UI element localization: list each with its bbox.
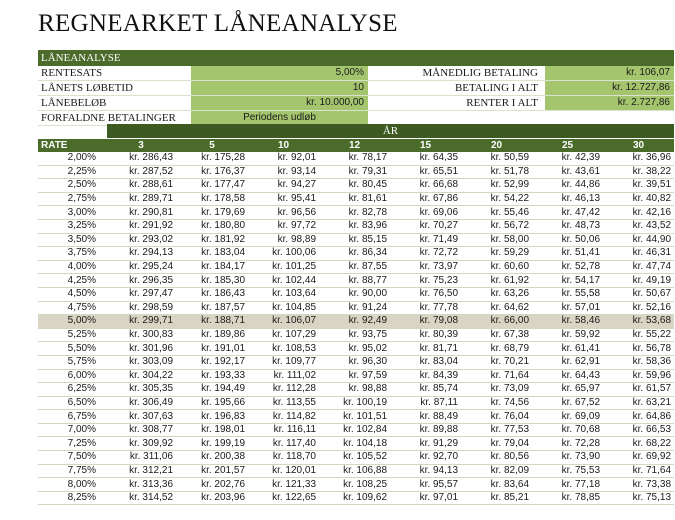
payment-cell[interactable]: kr. 178,58 bbox=[176, 192, 248, 206]
payment-cell[interactable]: kr. 69,92 bbox=[603, 451, 674, 465]
total-payment-cell[interactable]: kr. 12.727,86 bbox=[545, 81, 674, 95]
payment-cell[interactable]: kr. 84,39 bbox=[390, 369, 461, 383]
rate-cell[interactable]: 3,25% bbox=[38, 219, 106, 233]
payment-cell[interactable]: kr. 113,55 bbox=[248, 396, 319, 410]
loan-term-cell[interactable]: 10 bbox=[191, 81, 368, 95]
payment-cell[interactable]: kr. 308,77 bbox=[106, 423, 176, 437]
rate-cell[interactable]: 8,00% bbox=[38, 478, 106, 492]
payment-cell[interactable]: kr. 40,82 bbox=[603, 192, 674, 206]
payment-cell[interactable]: kr. 50,59 bbox=[461, 152, 532, 165]
rate-cell[interactable]: 6,75% bbox=[38, 410, 106, 424]
payment-cell[interactable]: kr. 49,19 bbox=[603, 274, 674, 288]
payment-cell[interactable]: kr. 304,22 bbox=[106, 369, 176, 383]
payment-cell[interactable]: kr. 91,29 bbox=[390, 437, 461, 451]
payment-cell[interactable]: kr. 85,74 bbox=[390, 383, 461, 397]
payment-cell[interactable]: kr. 194,49 bbox=[176, 383, 248, 397]
rate-cell[interactable]: 2,00% bbox=[38, 152, 106, 165]
payment-cell[interactable]: kr. 309,92 bbox=[106, 437, 176, 451]
payment-cell[interactable]: kr. 311,06 bbox=[106, 451, 176, 465]
payment-cell[interactable]: kr. 183,04 bbox=[176, 247, 248, 261]
payment-cell[interactable]: kr. 175,28 bbox=[176, 152, 248, 165]
payment-cell[interactable]: kr. 63,21 bbox=[603, 396, 674, 410]
payments-due-cell[interactable]: Periodens udløb bbox=[191, 111, 368, 125]
payment-cell[interactable]: kr. 52,78 bbox=[532, 260, 603, 274]
payment-cell[interactable]: kr. 46,31 bbox=[603, 247, 674, 261]
payment-cell[interactable]: kr. 80,45 bbox=[319, 179, 390, 193]
payment-cell[interactable]: kr. 301,96 bbox=[106, 342, 176, 356]
payment-cell[interactable]: kr. 186,43 bbox=[176, 287, 248, 301]
payment-cell[interactable]: kr. 58,46 bbox=[532, 315, 603, 329]
payment-cell[interactable]: kr. 79,04 bbox=[461, 437, 532, 451]
payment-cell[interactable]: kr. 198,01 bbox=[176, 423, 248, 437]
payment-cell[interactable]: kr. 70,27 bbox=[390, 219, 461, 233]
year-header: 5 bbox=[176, 139, 248, 152]
rate-cell[interactable]: 7,75% bbox=[38, 464, 106, 478]
payment-cell[interactable]: kr. 64,62 bbox=[461, 301, 532, 315]
payment-cell[interactable]: kr. 68,79 bbox=[461, 342, 532, 356]
payment-cell[interactable]: kr. 43,52 bbox=[603, 219, 674, 233]
table-row bbox=[38, 274, 674, 288]
payment-cell[interactable]: kr. 118,70 bbox=[248, 451, 319, 465]
payment-cell[interactable]: kr. 181,92 bbox=[176, 233, 248, 247]
payment-cell[interactable]: kr. 43,61 bbox=[532, 165, 603, 179]
payment-cell[interactable]: kr. 117,40 bbox=[248, 437, 319, 451]
payment-cell[interactable]: kr. 201,57 bbox=[176, 464, 248, 478]
payment-cell[interactable]: kr. 121,33 bbox=[248, 478, 319, 492]
payment-cell[interactable]: kr. 312,21 bbox=[106, 464, 176, 478]
payment-cell[interactable]: kr. 105,52 bbox=[319, 451, 390, 465]
table-row bbox=[38, 410, 674, 424]
payment-cell[interactable]: kr. 85,15 bbox=[319, 233, 390, 247]
table-row bbox=[38, 383, 674, 397]
payment-cell[interactable]: kr. 288,61 bbox=[106, 179, 176, 193]
rate-header: RATE bbox=[38, 139, 106, 152]
table-row bbox=[38, 423, 674, 437]
payment-cell[interactable]: kr. 81,71 bbox=[390, 342, 461, 356]
payment-cell[interactable]: kr. 62,91 bbox=[532, 355, 603, 369]
payment-cell[interactable]: kr. 50,06 bbox=[532, 233, 603, 247]
loan-amount-cell[interactable]: kr. 10.000,00 bbox=[191, 96, 368, 110]
param-row bbox=[38, 66, 674, 81]
payment-cell[interactable]: kr. 42,16 bbox=[603, 206, 674, 220]
rate-cell[interactable]: 7,25% bbox=[38, 437, 106, 451]
param-row bbox=[38, 81, 674, 96]
payment-cell[interactable]: kr. 73,90 bbox=[532, 451, 603, 465]
interest-rate-cell[interactable]: 5,00% bbox=[191, 66, 368, 80]
payment-cell[interactable]: kr. 97,72 bbox=[248, 219, 319, 233]
table-row bbox=[38, 287, 674, 301]
payment-cell[interactable]: kr. 56,72 bbox=[461, 219, 532, 233]
payment-cell[interactable]: kr. 185,30 bbox=[176, 274, 248, 288]
rate-cell[interactable]: 4,75% bbox=[38, 301, 106, 315]
payment-cell[interactable]: kr. 92,70 bbox=[390, 451, 461, 465]
payment-cell[interactable]: kr. 55,22 bbox=[603, 328, 674, 342]
rate-cell[interactable]: 4,25% bbox=[38, 274, 106, 288]
payment-cell[interactable]: kr. 199,19 bbox=[176, 437, 248, 451]
payment-cell[interactable]: kr. 66,00 bbox=[461, 315, 532, 329]
payment-cell[interactable]: kr. 54,22 bbox=[461, 192, 532, 206]
payment-cell[interactable]: kr. 314,52 bbox=[106, 491, 176, 505]
payment-cell[interactable]: kr. 286,43 bbox=[106, 152, 176, 165]
payment-cell[interactable]: kr. 65,97 bbox=[532, 383, 603, 397]
payment-cell[interactable]: kr. 300,83 bbox=[106, 328, 176, 342]
rate-cell[interactable]: 6,25% bbox=[38, 383, 106, 397]
payment-cell[interactable]: kr. 177,47 bbox=[176, 179, 248, 193]
payment-cell[interactable]: kr. 77,18 bbox=[532, 478, 603, 492]
payment-cell[interactable]: kr. 56,78 bbox=[603, 342, 674, 356]
payment-cell[interactable]: kr. 305,35 bbox=[106, 383, 176, 397]
year-header: 20 bbox=[461, 139, 532, 152]
rate-cell[interactable]: 2,25% bbox=[38, 165, 106, 179]
payment-cell[interactable]: kr. 93,75 bbox=[319, 328, 390, 342]
loan-parameters bbox=[38, 66, 674, 126]
payment-cell[interactable]: kr. 42,39 bbox=[532, 152, 603, 165]
payment-cell[interactable]: kr. 101,51 bbox=[319, 410, 390, 424]
payment-cell[interactable]: kr. 73,97 bbox=[390, 260, 461, 274]
payment-cell[interactable]: kr. 67,52 bbox=[532, 396, 603, 410]
payment-cell[interactable]: kr. 88,49 bbox=[390, 410, 461, 424]
payment-cell[interactable]: kr. 97,59 bbox=[319, 369, 390, 383]
payment-cell[interactable]: kr. 79,31 bbox=[319, 165, 390, 179]
payment-cell[interactable]: kr. 193,33 bbox=[176, 369, 248, 383]
rate-cell[interactable]: 3,50% bbox=[38, 233, 106, 247]
years-group-header: ÅR bbox=[107, 124, 674, 138]
param-label: LÅNEBELØB bbox=[41, 97, 107, 109]
table-row bbox=[38, 491, 674, 505]
payment-cell[interactable]: kr. 59,92 bbox=[532, 328, 603, 342]
payment-cell[interactable]: kr. 290,81 bbox=[106, 206, 176, 220]
payment-cell[interactable]: kr. 296,35 bbox=[106, 274, 176, 288]
year-header: 15 bbox=[390, 139, 461, 152]
payment-cell[interactable]: kr. 66,53 bbox=[603, 423, 674, 437]
table-row bbox=[38, 437, 674, 451]
payment-cell[interactable]: kr. 102,44 bbox=[248, 274, 319, 288]
payment-cell[interactable]: kr. 102,84 bbox=[319, 423, 390, 437]
payment-cell[interactable]: kr. 294,13 bbox=[106, 247, 176, 261]
payment-cell[interactable]: kr. 96,30 bbox=[319, 355, 390, 369]
payment-cell[interactable]: kr. 109,62 bbox=[319, 491, 390, 505]
payment-cell[interactable]: kr. 70,68 bbox=[532, 423, 603, 437]
payment-cell[interactable]: kr. 70,21 bbox=[461, 355, 532, 369]
rate-cell[interactable]: 7,50% bbox=[38, 451, 106, 465]
payment-cell[interactable]: kr. 64,86 bbox=[603, 410, 674, 424]
table-row bbox=[38, 206, 674, 220]
table-row bbox=[38, 464, 674, 478]
payment-cell[interactable]: kr. 87,55 bbox=[319, 260, 390, 274]
payment-cell[interactable]: kr. 307,63 bbox=[106, 410, 176, 424]
payment-cell[interactable]: kr. 202,76 bbox=[176, 478, 248, 492]
payment-cell[interactable]: kr. 61,57 bbox=[603, 383, 674, 397]
payment-cell[interactable]: kr. 44,86 bbox=[532, 179, 603, 193]
payment-cell[interactable]: kr. 69,06 bbox=[390, 206, 461, 220]
payment-cell[interactable]: kr. 78,85 bbox=[532, 491, 603, 505]
payment-cell[interactable]: kr. 184,17 bbox=[176, 260, 248, 274]
payment-cell[interactable]: kr. 104,85 bbox=[248, 301, 319, 315]
param-row bbox=[38, 96, 674, 111]
payment-cell[interactable]: kr. 80,39 bbox=[390, 328, 461, 342]
table-row bbox=[38, 233, 674, 247]
rate-cell[interactable]: 2,75% bbox=[38, 192, 106, 206]
payment-cell[interactable]: kr. 313,36 bbox=[106, 478, 176, 492]
payment-cell[interactable]: kr. 71,49 bbox=[390, 233, 461, 247]
payment-cell[interactable]: kr. 46,13 bbox=[532, 192, 603, 206]
payment-cell[interactable]: kr. 297,47 bbox=[106, 287, 176, 301]
table-row bbox=[38, 315, 674, 329]
payment-cell[interactable]: kr. 91,24 bbox=[319, 301, 390, 315]
payment-cell[interactable]: kr. 176,37 bbox=[176, 165, 248, 179]
payment-cell[interactable]: kr. 196,83 bbox=[176, 410, 248, 424]
payment-cell[interactable]: kr. 67,38 bbox=[461, 328, 532, 342]
payment-cell[interactable]: kr. 65,51 bbox=[390, 165, 461, 179]
payment-cell[interactable]: kr. 77,78 bbox=[390, 301, 461, 315]
table-row bbox=[38, 396, 674, 410]
table-row bbox=[38, 328, 674, 342]
payment-cell[interactable]: kr. 47,74 bbox=[603, 260, 674, 274]
payment-cell[interactable]: kr. 98,89 bbox=[248, 233, 319, 247]
payment-cell[interactable]: kr. 195,66 bbox=[176, 396, 248, 410]
payment-cell[interactable]: kr. 109,77 bbox=[248, 355, 319, 369]
payment-cell[interactable]: kr. 53,68 bbox=[603, 315, 674, 329]
payment-cell[interactable]: kr. 82,09 bbox=[461, 464, 532, 478]
payment-cell[interactable]: kr. 50,67 bbox=[603, 287, 674, 301]
payment-cell[interactable]: kr. 67,86 bbox=[390, 192, 461, 206]
table-row bbox=[38, 451, 674, 465]
payment-cell[interactable]: kr. 200,38 bbox=[176, 451, 248, 465]
table-row bbox=[38, 192, 674, 206]
payment-cell[interactable]: kr. 57,01 bbox=[532, 301, 603, 315]
param-label: FORFALDNE BETALINGER bbox=[41, 112, 176, 124]
payment-cell[interactable]: kr. 189,86 bbox=[176, 328, 248, 342]
table-row bbox=[38, 247, 674, 261]
payment-cell[interactable]: kr. 295,24 bbox=[106, 260, 176, 274]
payment-cell[interactable]: kr. 87,11 bbox=[390, 396, 461, 410]
payment-cell[interactable]: kr. 60,60 bbox=[461, 260, 532, 274]
payment-cell[interactable]: kr. 72,28 bbox=[532, 437, 603, 451]
rate-cell[interactable]: 3,00% bbox=[38, 206, 106, 220]
payment-cell[interactable]: kr. 47,42 bbox=[532, 206, 603, 220]
payment-cell[interactable]: kr. 187,57 bbox=[176, 301, 248, 315]
payment-cell[interactable]: kr. 77,53 bbox=[461, 423, 532, 437]
payment-cell[interactable]: kr. 58,36 bbox=[603, 355, 674, 369]
payment-cell[interactable]: kr. 74,56 bbox=[461, 396, 532, 410]
payment-cell[interactable]: kr. 39,51 bbox=[603, 179, 674, 193]
payment-cell[interactable]: kr. 179,69 bbox=[176, 206, 248, 220]
payment-cell[interactable]: kr. 73,09 bbox=[461, 383, 532, 397]
payment-cell[interactable]: kr. 61,41 bbox=[532, 342, 603, 356]
payment-cell[interactable]: kr. 59,29 bbox=[461, 247, 532, 261]
year-header: 25 bbox=[532, 139, 603, 152]
param-label: RENTESATS bbox=[41, 67, 103, 79]
param-label: BETALING I ALT bbox=[454, 82, 538, 94]
payment-cell[interactable]: kr. 75,13 bbox=[603, 491, 674, 505]
payment-cell[interactable]: kr. 38,22 bbox=[603, 165, 674, 179]
year-header: 12 bbox=[319, 139, 390, 152]
payment-cell[interactable]: kr. 59,96 bbox=[603, 369, 674, 383]
payment-cell[interactable]: kr. 120,01 bbox=[248, 464, 319, 478]
payment-cell[interactable]: kr. 55,46 bbox=[461, 206, 532, 220]
table-row bbox=[38, 301, 674, 315]
rate-cell[interactable]: 8,25% bbox=[38, 491, 106, 505]
payment-cell[interactable]: kr. 81,61 bbox=[319, 192, 390, 206]
payment-cell[interactable]: kr. 80,56 bbox=[461, 451, 532, 465]
payment-cell[interactable]: kr. 75,53 bbox=[532, 464, 603, 478]
rate-cell[interactable]: 5,75% bbox=[38, 355, 106, 369]
table-row bbox=[38, 369, 674, 383]
param-label: RENTER I ALT bbox=[466, 97, 538, 109]
year-header: 3 bbox=[106, 139, 176, 152]
payment-cell[interactable]: kr. 44,90 bbox=[603, 233, 674, 247]
payment-cell[interactable]: kr. 78,17 bbox=[319, 152, 390, 165]
payment-cell[interactable]: kr. 48,73 bbox=[532, 219, 603, 233]
payment-cell[interactable]: kr. 76,50 bbox=[390, 287, 461, 301]
rate-cell[interactable]: 6,00% bbox=[38, 369, 106, 383]
payment-cell[interactable]: kr. 51,41 bbox=[532, 247, 603, 261]
payment-cell[interactable]: kr. 79,08 bbox=[390, 315, 461, 329]
payment-cell[interactable]: kr. 90,00 bbox=[319, 287, 390, 301]
payment-cell[interactable]: kr. 85,21 bbox=[461, 491, 532, 505]
payment-cell[interactable]: kr. 75,23 bbox=[390, 274, 461, 288]
rate-cell[interactable]: 4,00% bbox=[38, 260, 106, 274]
payment-cell[interactable]: kr. 291,92 bbox=[106, 219, 176, 233]
payment-cell[interactable]: kr. 95,02 bbox=[319, 342, 390, 356]
payment-cell[interactable]: kr. 299,71 bbox=[106, 315, 176, 329]
payment-cell[interactable]: kr. 108,25 bbox=[319, 478, 390, 492]
payment-cell[interactable]: kr. 203,96 bbox=[176, 491, 248, 505]
payment-cell[interactable]: kr. 96,56 bbox=[248, 206, 319, 220]
rate-cell[interactable]: 3,75% bbox=[38, 247, 106, 261]
payment-cell[interactable]: kr. 82,78 bbox=[319, 206, 390, 220]
payment-cell[interactable]: kr. 52,99 bbox=[461, 179, 532, 193]
param-label: LÅNETS LØBETID bbox=[41, 82, 133, 94]
payment-cell[interactable]: kr. 306,49 bbox=[106, 396, 176, 410]
payment-cell[interactable]: kr. 108,53 bbox=[248, 342, 319, 356]
payment-cell[interactable]: kr. 100,19 bbox=[319, 396, 390, 410]
payment-cell[interactable]: kr. 64,35 bbox=[390, 152, 461, 165]
payment-cell[interactable]: kr. 103,64 bbox=[248, 287, 319, 301]
table-row bbox=[38, 478, 674, 492]
payment-cell[interactable]: kr. 71,64 bbox=[461, 369, 532, 383]
payment-cell[interactable]: kr. 71,64 bbox=[603, 464, 674, 478]
total-interest-cell[interactable]: kr. 2.727,86 bbox=[545, 96, 674, 110]
payment-cell[interactable]: kr. 287,52 bbox=[106, 165, 176, 179]
rate-cell[interactable]: 5,00% bbox=[38, 315, 106, 329]
payment-cell[interactable]: kr. 83,96 bbox=[319, 219, 390, 233]
table-row bbox=[38, 152, 674, 165]
payment-cell[interactable]: kr. 36,96 bbox=[603, 152, 674, 165]
payment-cell[interactable]: kr. 111,02 bbox=[248, 369, 319, 383]
payment-cell[interactable]: kr. 116,11 bbox=[248, 423, 319, 437]
payment-cell[interactable]: kr. 303,09 bbox=[106, 355, 176, 369]
payment-cell[interactable]: kr. 94,13 bbox=[390, 464, 461, 478]
year-header: 30 bbox=[603, 139, 674, 152]
rate-cell[interactable]: 5,25% bbox=[38, 328, 106, 342]
payment-cell[interactable]: kr. 192,17 bbox=[176, 355, 248, 369]
payment-cell[interactable]: kr. 95,41 bbox=[248, 192, 319, 206]
payment-cell[interactable]: kr. 64,43 bbox=[532, 369, 603, 383]
rate-cell[interactable]: 7,00% bbox=[38, 423, 106, 437]
payment-cell[interactable]: kr. 83,64 bbox=[461, 478, 532, 492]
payment-cell[interactable]: kr. 69,09 bbox=[532, 410, 603, 424]
payment-cell[interactable]: kr. 55,58 bbox=[532, 287, 603, 301]
payment-cell[interactable]: kr. 58,00 bbox=[461, 233, 532, 247]
table-row bbox=[38, 260, 674, 274]
payment-cell[interactable]: kr. 114,82 bbox=[248, 410, 319, 424]
payment-cell[interactable]: kr. 298,59 bbox=[106, 301, 176, 315]
table-header-row bbox=[38, 139, 674, 152]
payment-cell[interactable]: kr. 72,72 bbox=[390, 247, 461, 261]
payment-cell[interactable]: kr. 100,06 bbox=[248, 247, 319, 261]
payment-cell[interactable]: kr. 76,04 bbox=[461, 410, 532, 424]
section-header-loan-analysis: LÅNEANALYSE bbox=[38, 50, 674, 66]
payment-cell[interactable]: kr. 94,27 bbox=[248, 179, 319, 193]
payment-cell[interactable]: kr. 106,88 bbox=[319, 464, 390, 478]
payment-cell[interactable]: kr. 289,71 bbox=[106, 192, 176, 206]
payment-cell[interactable]: kr. 89,88 bbox=[390, 423, 461, 437]
payment-cell[interactable]: kr. 52,16 bbox=[603, 301, 674, 315]
payment-cell[interactable]: kr. 92,49 bbox=[319, 315, 390, 329]
payment-cell[interactable]: kr. 93,14 bbox=[248, 165, 319, 179]
page-title: REGNEARKET LÅNEANALYSE bbox=[38, 10, 398, 37]
payment-cell[interactable]: kr. 61,92 bbox=[461, 274, 532, 288]
payment-cell[interactable]: kr. 86,34 bbox=[319, 247, 390, 261]
payment-cell[interactable]: kr. 107,29 bbox=[248, 328, 319, 342]
param-label: MÅNEDLIG BETALING bbox=[422, 67, 538, 79]
table-row bbox=[38, 355, 674, 369]
payment-cell[interactable]: kr. 106,07 bbox=[248, 315, 319, 329]
payment-cell[interactable]: kr. 97,01 bbox=[390, 491, 461, 505]
payment-cell[interactable]: kr. 122,65 bbox=[248, 491, 319, 505]
payment-cell[interactable]: kr. 92,01 bbox=[248, 152, 319, 165]
payment-cell[interactable]: kr. 63,26 bbox=[461, 287, 532, 301]
payment-cell[interactable]: kr. 68,22 bbox=[603, 437, 674, 451]
payment-cell[interactable]: kr. 191,01 bbox=[176, 342, 248, 356]
table-row bbox=[38, 342, 674, 356]
payment-cell[interactable]: kr. 188,71 bbox=[176, 315, 248, 329]
payment-cell[interactable]: kr. 180,80 bbox=[176, 219, 248, 233]
payment-cell[interactable]: kr. 112,28 bbox=[248, 383, 319, 397]
rate-cell[interactable]: 5,50% bbox=[38, 342, 106, 356]
payment-cell[interactable]: kr. 73,38 bbox=[603, 478, 674, 492]
payment-cell[interactable]: kr. 51,78 bbox=[461, 165, 532, 179]
payment-table bbox=[38, 139, 674, 505]
rate-cell[interactable]: 6,50% bbox=[38, 396, 106, 410]
payment-cell[interactable]: kr. 54,17 bbox=[532, 274, 603, 288]
year-header: 10 bbox=[248, 139, 319, 152]
rate-cell[interactable]: 2,50% bbox=[38, 179, 106, 193]
payment-cell[interactable]: kr. 95,57 bbox=[390, 478, 461, 492]
payment-cell[interactable]: kr. 83,04 bbox=[390, 355, 461, 369]
payment-cell[interactable]: kr. 293,02 bbox=[106, 233, 176, 247]
payment-cell[interactable]: kr. 88,77 bbox=[319, 274, 390, 288]
payment-cell[interactable]: kr. 104,18 bbox=[319, 437, 390, 451]
payment-cell[interactable]: kr. 98,88 bbox=[319, 383, 390, 397]
payment-cell[interactable]: kr. 101,25 bbox=[248, 260, 319, 274]
payment-cell[interactable]: kr. 66,68 bbox=[390, 179, 461, 193]
table-row bbox=[38, 165, 674, 179]
table-row bbox=[38, 179, 674, 193]
monthly-payment-cell[interactable]: kr. 106,07 bbox=[545, 66, 674, 80]
rate-cell[interactable]: 4,50% bbox=[38, 287, 106, 301]
table-row bbox=[38, 219, 674, 233]
